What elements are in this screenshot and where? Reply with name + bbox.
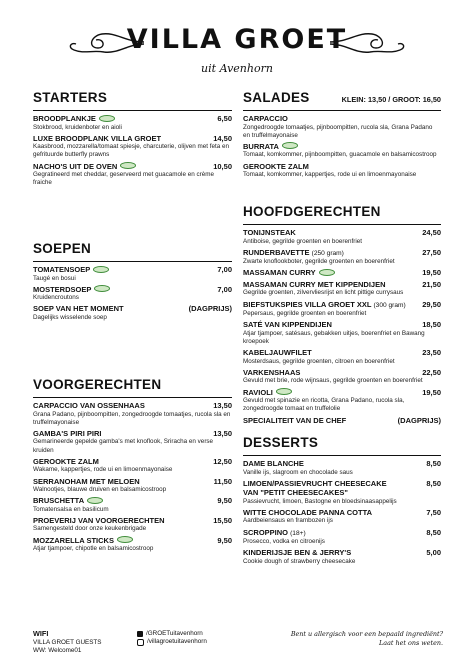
item-price: 11,50 — [213, 476, 232, 486]
menu-item: BRUSCHETTA 9,50 Tomatensalsa en basilicum — [33, 496, 232, 513]
item-price: 8,50 — [426, 478, 441, 488]
menu-item: SCROPPINO (18+) 8,50 Prosecco, vodka en citroenijs — [243, 527, 441, 546]
item-price: 6,50 — [217, 114, 232, 123]
menu-item: MOZZARELLA STICKS 9,50 Atjar tjampoer, chipotle en balsamicostroop — [33, 535, 232, 553]
item-description: Tomatensalsa en basilicum — [33, 505, 109, 513]
item-description: Stokbrood, kruidenboter en aioli — [33, 123, 122, 131]
item-description: Gevuld met spinazie en ricotta, Grana Padano, rucola sla, zongedroogde tomaat en truffelolie — [243, 397, 405, 413]
menu-item: GEROOKTE ZALM Tomaat, komkommer, kappertjes, rode ui en limoenmayonaise — [243, 162, 441, 180]
section-starters — [33, 89, 232, 188]
vegetarian-leaf-icon — [117, 536, 133, 543]
menu-item: TONIJNSTEAK 24,50 Antiboise, gegrilde groenten en boerenfriet — [243, 228, 441, 245]
item-description: Grana Padano, pijnboompitten, zongedroogde tomaatjes, rucola sla en truffelmayonaise — [33, 410, 231, 426]
item-price: 23,50 — [422, 348, 441, 358]
item-description: Zwarte knoflookboter, gegrilde groenten en boerenfriet — [243, 258, 395, 266]
menu-item: GAMBA'S PIRI PIRI 13,50 Gemarineerde gepelde gamba's met knoflook, Sriracha en verse kruiden — [33, 428, 232, 454]
item-description: Kruidencroutons — [33, 294, 79, 302]
item-description: Dagelijks wisselende soep — [33, 313, 107, 321]
item-description: Atjar tjampoer, satésaus, gebakken uitjes, boerenfriet en Bawang kroepoek — [243, 329, 425, 346]
section-voorgerechten — [33, 376, 232, 553]
wifi-info — [33, 630, 101, 656]
menu-item: MOSTERDSOEP 7,00 Kruidencroutons — [33, 284, 232, 302]
item-price: 29,50 — [422, 299, 441, 309]
section-title: STARTERS — [33, 90, 108, 105]
facebook-handle[interactable]: /GROETuitavenhorn — [146, 630, 203, 637]
item-price: 13,50 — [213, 401, 232, 410]
menu-item: BURRATA Tomaat, komkommer, pijnboompitten, guacamole en balsamicostroop — [243, 142, 441, 160]
item-description: Zongedroogde tomaatjes, pijnboompitten, rucola sla, Grana Padano en truffelmayonaise — [243, 123, 433, 139]
vegetarian-leaf-icon — [319, 269, 335, 276]
vegetarian-leaf-icon — [94, 285, 110, 292]
section-desserts — [243, 434, 441, 566]
item-price: 13,50 — [213, 428, 232, 438]
item-description: Antiboise, gegrilde groenten en boerenfriet — [243, 237, 363, 245]
menu-item: PROEVERIJ VAN VOORGERECHTEN 15,50 Samengesteld door onze keukenbrigade — [33, 515, 232, 533]
item-price: 19,50 — [422, 268, 441, 278]
menu-item: TOMATENSOEP 7,00 Taugé en bosui — [33, 265, 232, 282]
item-price: (DAGPRIJS) — [397, 415, 441, 425]
menu-item: SATÉ VAN KIPPENDIJEN 18,50 Atjar tjampoer, satésaus, gebakken uitjes, boerenfriet en Bawang kroepoek — [243, 320, 441, 346]
vegetarian-leaf-icon — [282, 142, 298, 149]
item-description: Gegrilde groenten, zilvervliesrijst en licht pittige currysaus — [243, 289, 404, 297]
item-description: Prosecco, vodka en citroenijs — [243, 538, 325, 546]
item-price: 22,50 — [422, 367, 441, 377]
menu-item: SOEP VAN HET MOMENT (DAGPRIJS) Dagelijks wisselende soep — [33, 304, 232, 321]
section-title: DESSERTS — [243, 435, 319, 450]
menu-item: CARPACCIO VAN OSSENHAAS 13,50 Grana Padano, pijnboompitten, zongedroogde tomaatjes, rucola sla en truffelmayonaise — [33, 401, 232, 426]
menu-item: BIEFSTUKSPIES VILLA GROET XXL (300 gram) 29,50 Pepersaus, gegrilde groenten en boerenfriet — [243, 299, 441, 318]
item-price: 8,50 — [426, 459, 441, 468]
wifi-title: WIFI — [33, 629, 49, 638]
item-price: 18,50 — [422, 320, 441, 330]
divider — [243, 110, 441, 111]
section-hoofdgerechten — [243, 203, 441, 425]
item-description: Kaasbrood, mozzarella/tomaat spiesje, charcuterie, olijven met feta en gefrituurde butterfly prawns — [33, 143, 230, 159]
item-price: 21,50 — [422, 279, 441, 289]
vegetarian-leaf-icon — [99, 115, 115, 122]
menu-item: NACHO'S UIT DE OVEN 10,50 Gegratineerd met cheddar, geserveerd met guacamole en crème fraiche — [33, 161, 232, 187]
section-soepen — [33, 240, 232, 322]
item-note: (300 gram) — [373, 301, 406, 309]
item-price: 7,00 — [217, 265, 232, 274]
item-price: 24,50 — [422, 228, 441, 237]
facebook-icon — [137, 631, 143, 637]
instagram-icon — [137, 639, 144, 646]
item-description: Passievrucht, limoen, Bastogne en bloedsinaasappelijs — [243, 497, 397, 505]
menu-item: BROODPLANKJE 6,50 Stokbrood, kruidenboter en aioli — [33, 114, 232, 131]
menu-item: CARPACCIO Zongedroogde tomaatjes, pijnboompitten, rucola sla, Grana Padano en truffelmayonaise — [243, 114, 441, 140]
divider — [33, 110, 232, 111]
menu-item: MASSAMAN CURRY MET KIPPENDIJEN 21,50 Gegrilde groenten, zilvervliesrijst en licht pittige currysaus — [243, 279, 441, 297]
item-price: 27,50 — [422, 247, 441, 257]
item-description: Atjar tjampoer, chipotle en balsamicostroop — [33, 545, 154, 553]
restaurant-title: VILLA GROET — [126, 24, 348, 55]
item-description: Mosterdsaus, gegrilde groenten, citroen en boerenfriet — [243, 357, 395, 365]
vegetarian-leaf-icon — [276, 388, 292, 395]
wifi-network: VILLA GROET GUESTS — [33, 639, 102, 647]
divider — [243, 455, 441, 456]
item-note: (250 gram) — [311, 249, 344, 257]
item-description: Vanille ijs, slagroom en chocolade saus — [243, 468, 353, 476]
item-description: Gevuld met brie, rode wijnsaus, gegrilde groenten en boerenfriet — [243, 377, 423, 385]
menu-item: LUXE BROODPLANK VILLA GROET 14,50 Kaasbrood, mozzarella/tomaat spiesje, charcuterie, olijven met feta en gefrituurde butterfly prawns — [33, 133, 232, 159]
item-description: Taugé en bosui — [33, 274, 76, 282]
menu-item: SERRANOHAM MET MELOEN 11,50 Walnootjes, blauwe druiven en balsamicostroop — [33, 476, 232, 494]
menu-item: KINDERIJSJE BEN & JERRY'S 5,00 Cookie dough of strawberry cheesecake — [243, 548, 441, 565]
item-description: Samengesteld door onze keukenbrigade — [33, 525, 147, 533]
item-description: Gemarineerde gepelde gamba's met knoflook, Sriracha en verse kruiden — [33, 438, 214, 454]
item-description: Aardbeiensaus en frambozen ijs — [243, 517, 333, 525]
restaurant-subtitle: uit Avenhorn — [201, 62, 273, 75]
item-price: (DAGPRIJS) — [188, 304, 232, 314]
section-title: SOEPEN — [33, 241, 92, 256]
menu-item: GEROOKTE ZALM 12,50 Wakame, kappertjes, rode ui en limoenmayonaise — [33, 456, 232, 474]
item-price: 8,50 — [426, 527, 441, 537]
item-description: Pepersaus, gegrilde groenten en boerenfriet — [243, 310, 367, 318]
allergy-notice: Bent u allergisch voor een bepaald ingrediënt? Laat het ons weten. — [290, 630, 443, 647]
menu-item: RUNDERBAVETTE (250 gram) 27,50 Zwarte knoflookboter, gegrilde groenten en boerenfriet — [243, 247, 441, 266]
instagram-handle[interactable]: /villagroetuitavenhorn — [147, 638, 207, 646]
menu-item: LIMOEN/PASSIEVRUCHT CHEESECAKE VAN "PETIT CHEESECAKES" 8,50 Passievrucht, limoen, Bastogne en bloedsinaasappelijs — [243, 478, 441, 505]
item-price: 9,50 — [217, 535, 232, 545]
divider — [33, 397, 232, 398]
menu-item: VARKENSHAAS 22,50 Gevuld met brie, rode wijnsaus, gegrilde groenten en boerenfriet — [243, 367, 441, 385]
wifi-password: WW: Welcome01 — [33, 647, 82, 655]
item-description: Gegratineerd met cheddar, geserveerd met guacamole en crème fraiche — [33, 171, 214, 187]
vegetarian-leaf-icon — [93, 266, 109, 273]
item-price: 19,50 — [422, 387, 441, 397]
menu-item: RAVIOLI 19,50 Gevuld met spinazie en ricotta, Grana Padano, rucola sla, zongedroogde tomaat en truffelolie — [243, 387, 441, 413]
divider — [243, 224, 441, 225]
item-description: Tomaat, komkommer, pijnboompitten, guacamole en balsamicostroop — [243, 151, 437, 159]
menu-item: DAME BLANCHE 8,50 Vanille ijs, slagroom en chocolade saus — [243, 459, 441, 476]
section-title: HOOFDGERECHTEN — [243, 204, 381, 219]
social-links — [137, 630, 207, 646]
item-description: Tomaat, komkommer, kappertjes, rode ui en limoenmayonaise — [243, 171, 417, 179]
item-note: (18+) — [290, 529, 306, 537]
item-price: 5,00 — [426, 548, 441, 558]
item-price: 7,50 — [426, 507, 441, 517]
menu-item: KABELJAUWFILET 23,50 Mosterdsaus, gegrilde groenten, citroen en boerenfriet — [243, 348, 441, 365]
item-description: Wakame, kappertjes, rode ui en limoenmayonaise — [33, 466, 173, 474]
menu-item: SPECIALITEIT VAN DE CHEF (DAGPRIJS) — [243, 415, 441, 425]
item-price: 15,50 — [213, 515, 232, 525]
item-price: 14,50 — [213, 133, 232, 143]
item-price: 9,50 — [217, 496, 232, 506]
item-price: 10,50 — [213, 161, 232, 171]
item-description: Walnootjes, blauwe druiven en balsamicostroop — [33, 486, 167, 494]
section-title: VOORGERECHTEN — [33, 377, 162, 392]
vegetarian-leaf-icon — [120, 162, 136, 169]
section-salades — [243, 89, 441, 179]
menu-item: MASSAMAN CURRY 19,50 — [243, 268, 441, 278]
salad-price-note: KLEIN: 13,50 / GROOT: 16,50 — [341, 95, 441, 104]
item-description: Cookie dough of strawberry cheesecake — [243, 557, 356, 565]
item-price: 12,50 — [213, 456, 232, 466]
section-title: SALADES — [243, 90, 310, 105]
vegetarian-leaf-icon — [87, 497, 103, 504]
item-price: 7,00 — [217, 284, 232, 294]
menu-item: WITTE CHOCOLADE PANNA COTTA 7,50 Aardbeiensaus en frambozen ijs — [243, 507, 441, 525]
divider — [33, 261, 232, 262]
